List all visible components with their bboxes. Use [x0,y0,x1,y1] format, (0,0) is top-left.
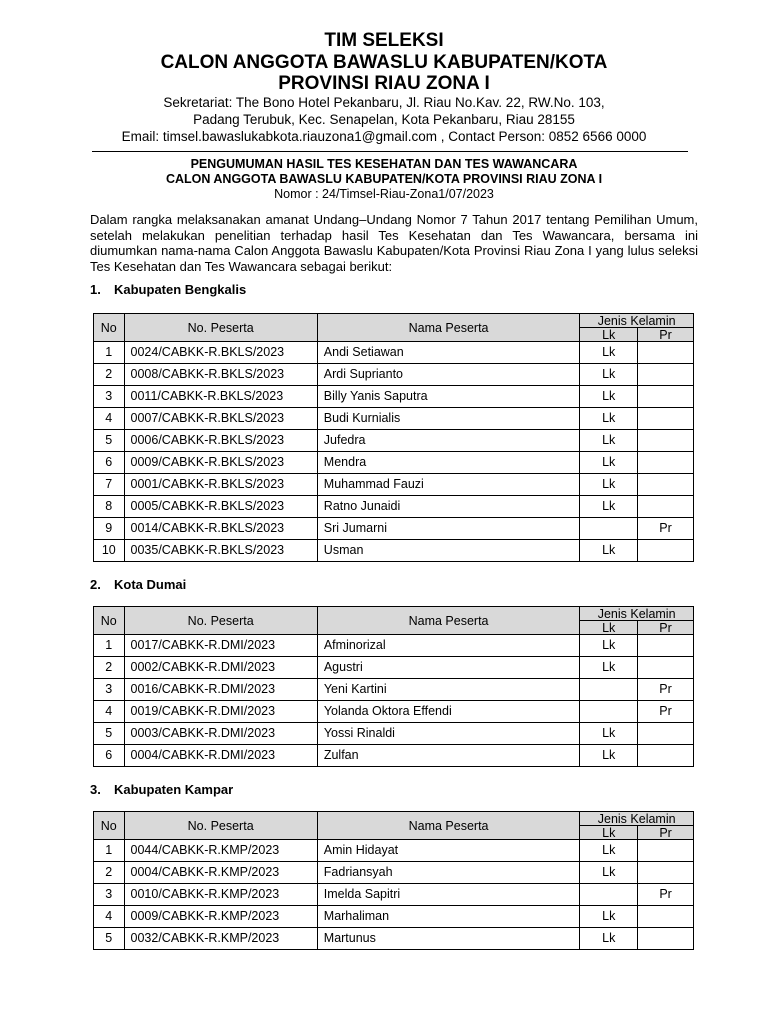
header-title-1: TIM SELEKSI [324,30,444,51]
participants-table [93,606,694,767]
col-nama: Nama Peserta [317,607,579,635]
table-row [94,723,694,745]
announcement-title-2: CALON ANGGOTA BAWASLU KABUPATEN/KOTA PROVINSI RIAU ZONA I [165,172,603,186]
col-peserta: No. Peserta [124,812,317,840]
cell-no: 5 [94,430,125,452]
cell-peserta: 0035/CABKK-R.BKLS/2023 [124,540,317,562]
table-row [94,452,694,474]
cell-peserta: 0008/CABKK-R.BKLS/2023 [124,364,317,386]
cell-no: 10 [94,540,125,562]
cell-no: 7 [94,474,125,496]
cell-no: 6 [94,745,125,767]
cell-pr [638,540,694,562]
cell-peserta: 0044/CABKK-R.KMP/2023 [124,840,317,862]
cell-pr [638,430,694,452]
table-row [94,701,694,723]
cell-pr [638,723,694,745]
cell-nama: Martunus [317,928,580,950]
cell-lk: Lk [580,364,638,386]
participants-table [93,313,694,562]
header-address-2: Padang Terubuk, Kec. Senapelan, Kota Pekanbaru, Riau 28155 [193,112,575,127]
table-row [94,657,694,679]
section-number: 1. [90,282,101,297]
cell-lk [580,518,638,540]
cell-no: 3 [94,679,125,701]
cell-lk: Lk [580,657,638,679]
cell-peserta: 0009/CABKK-R.BKLS/2023 [124,452,317,474]
cell-no: 9 [94,518,125,540]
cell-peserta: 0017/CABKK-R.DMI/2023 [124,635,317,657]
cell-nama: Amin Hidayat [317,840,580,862]
cell-nama: Afminorizal [317,635,579,657]
cell-nama: Billy Yanis Saputra [317,386,580,408]
section-title: Kabupaten Bengkalis [114,282,247,297]
section-number: 3. [90,782,101,797]
cell-pr [638,928,694,950]
cell-lk: Lk [580,408,638,430]
cell-no: 6 [94,452,125,474]
col-lk: Lk [580,621,638,635]
col-jenis-kelamin: Jenis Kelamin [580,314,694,328]
header-address-1: Sekretariat: The Bono Hotel Pekanbaru, Jl. Riau No.Kav. 22, RW.No. 103, [163,95,605,110]
table-row [94,840,694,862]
cell-lk [580,884,638,906]
cell-pr [638,745,694,767]
cell-nama: Muhammad Fauzi [317,474,580,496]
header-title-3: PROVINSI RIAU ZONA I [278,73,490,94]
col-pr: Pr [638,826,694,840]
table-row [94,884,694,906]
cell-lk: Lk [580,635,638,657]
cell-pr [638,657,694,679]
cell-no: 3 [94,386,125,408]
cell-nama: Sri Jumarni [317,518,580,540]
cell-no: 5 [94,723,125,745]
cell-pr: Pr [638,701,694,723]
cell-nama: Fadriansyah [317,862,580,884]
cell-lk: Lk [580,474,638,496]
cell-pr [638,496,694,518]
cell-nama: Yeni Kartini [317,679,579,701]
cell-peserta: 0024/CABKK-R.BKLS/2023 [124,342,317,364]
table-row [94,430,694,452]
col-peserta: No. Peserta [124,607,317,635]
cell-no: 2 [94,364,125,386]
cell-no: 1 [94,840,125,862]
col-nama: Nama Peserta [317,314,580,342]
cell-peserta: 0014/CABKK-R.BKLS/2023 [124,518,317,540]
cell-nama: Marhaliman [317,906,580,928]
cell-lk: Lk [580,840,638,862]
table-row [94,928,694,950]
cell-peserta: 0002/CABKK-R.DMI/2023 [124,657,317,679]
cell-nama: Jufedra [317,430,580,452]
cell-nama: Mendra [317,452,580,474]
table-row [94,679,694,701]
cell-no: 3 [94,884,125,906]
section-title: Kabupaten Kampar [114,782,234,797]
cell-pr [638,386,694,408]
col-no: No [94,812,125,840]
cell-pr [638,452,694,474]
col-jenis-kelamin: Jenis Kelamin [580,812,694,826]
cell-nama: Budi Kurnialis [317,408,580,430]
col-lk: Lk [580,328,638,342]
cell-peserta: 0005/CABKK-R.BKLS/2023 [124,496,317,518]
cell-peserta: 0003/CABKK-R.DMI/2023 [124,723,317,745]
cell-peserta: 0007/CABKK-R.BKLS/2023 [124,408,317,430]
col-peserta: No. Peserta [124,314,317,342]
cell-lk: Lk [580,496,638,518]
cell-peserta: 0010/CABKK-R.KMP/2023 [124,884,317,906]
table-row [94,906,694,928]
col-no: No [94,314,125,342]
cell-nama: Yossi Rinaldi [317,723,579,745]
cell-peserta: 0011/CABKK-R.BKLS/2023 [124,386,317,408]
cell-lk: Lk [580,430,638,452]
announcement-number: Nomor : 24/Timsel-Riau-Zona1/07/2023 [274,187,494,201]
section-heading [90,577,186,592]
section-heading [90,782,233,797]
cell-no: 1 [94,342,125,364]
announcement-title-1: PENGUMUMAN HASIL TES KESEHATAN DAN TES WAWANCARA [190,157,578,171]
col-no: No [94,607,125,635]
section-heading [90,282,246,297]
cell-nama: Usman [317,540,580,562]
cell-pr [638,342,694,364]
cell-lk: Lk [580,745,638,767]
section-number: 2. [90,577,101,592]
col-pr: Pr [638,621,694,635]
cell-nama: Andi Setiawan [317,342,580,364]
cell-no: 2 [94,862,125,884]
cell-peserta: 0019/CABKK-R.DMI/2023 [124,701,317,723]
cell-pr [638,635,694,657]
cell-no: 4 [94,408,125,430]
cell-pr [638,474,694,496]
cell-peserta: 0006/CABKK-R.BKLS/2023 [124,430,317,452]
cell-lk: Lk [580,452,638,474]
cell-pr [638,408,694,430]
cell-no: 8 [94,496,125,518]
cell-peserta: 0009/CABKK-R.KMP/2023 [124,906,317,928]
cell-pr [638,840,694,862]
table-row [94,474,694,496]
cell-peserta: 0032/CABKK-R.KMP/2023 [124,928,317,950]
cell-peserta: 0001/CABKK-R.BKLS/2023 [124,474,317,496]
cell-nama: Ratno Junaidi [317,496,580,518]
table-row [94,540,694,562]
cell-lk: Lk [580,386,638,408]
cell-lk: Lk [580,723,638,745]
cell-pr [638,364,694,386]
table-row [94,635,694,657]
table-row [94,364,694,386]
cell-no: 4 [94,906,125,928]
cell-nama: Ardi Suprianto [317,364,580,386]
table-row [94,745,694,767]
header-title-2: CALON ANGGOTA BAWASLU KABUPATEN/KOTA [160,52,608,73]
table-row [94,342,694,364]
table-row [94,408,694,430]
cell-nama: Zulfan [317,745,579,767]
cell-lk: Lk [580,342,638,364]
cell-lk [580,679,638,701]
cell-peserta: 0004/CABKK-R.DMI/2023 [124,745,317,767]
cell-lk: Lk [580,540,638,562]
table-row [94,518,694,540]
cell-pr: Pr [638,679,694,701]
cell-no: 1 [94,635,125,657]
intro-paragraph: Dalam rangka melaksanakan amanat Undang–Undang Nomor 7 Tahun 2017 tentang Pemilihan Umum, setelah melakukan penelitian terhadap hasil Tes Kesehatan dan Tes Wawancara, bersama ini diumumkan nama-nama Calon Anggota Bawaslu Kabupaten/Kota Provinsi Riau Zona I yang lulus seleksi Tes Kesehatan dan Tes Wawancara sebagai berikut: [90,212,698,274]
table-row [94,862,694,884]
cell-no: 5 [94,928,125,950]
cell-nama: Yolanda Oktora Effendi [317,701,579,723]
cell-nama: Imelda Sapitri [317,884,580,906]
cell-pr [638,862,694,884]
cell-lk: Lk [580,928,638,950]
section-title: Kota Dumai [114,577,187,592]
cell-lk: Lk [580,906,638,928]
table-row [94,386,694,408]
cell-no: 4 [94,701,125,723]
cell-pr [638,906,694,928]
header-divider [92,151,688,152]
cell-lk [580,701,638,723]
cell-no: 2 [94,657,125,679]
col-jenis-kelamin: Jenis Kelamin [580,607,694,621]
participants-table [93,811,694,950]
cell-nama: Agustri [317,657,579,679]
col-nama: Nama Peserta [317,812,580,840]
col-lk: Lk [580,826,638,840]
cell-peserta: 0016/CABKK-R.DMI/2023 [124,679,317,701]
header-address-3: Email: timsel.bawaslukabkota.riauzona1@gmail.com , Contact Person: 0852 6566 0000 [121,129,647,144]
cell-peserta: 0004/CABKK-R.KMP/2023 [124,862,317,884]
col-pr: Pr [638,328,694,342]
cell-pr: Pr [638,884,694,906]
cell-lk: Lk [580,862,638,884]
table-row [94,496,694,518]
cell-pr: Pr [638,518,694,540]
